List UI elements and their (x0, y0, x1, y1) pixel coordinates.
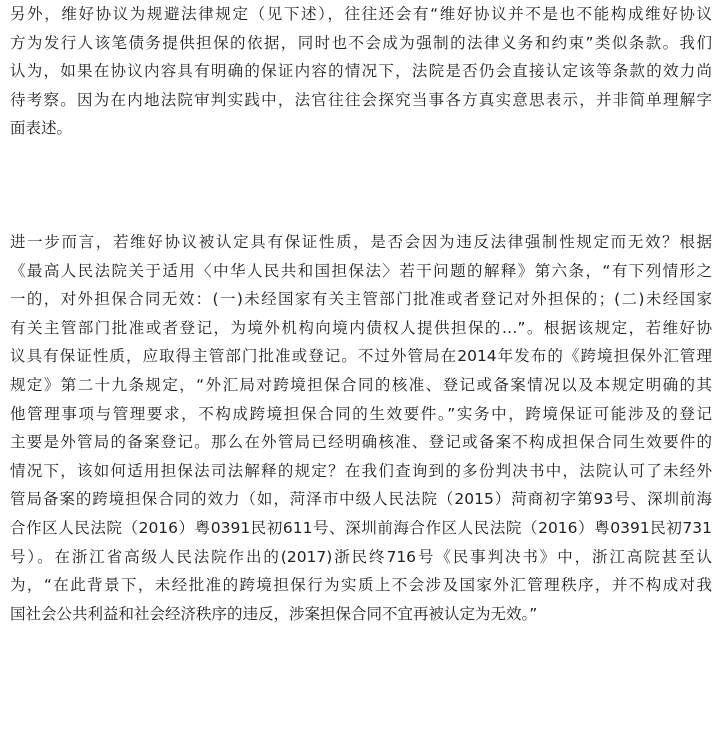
text-line: 合作区人民法院（2016）粤0391民初611号、深圳前海合作区人民法院（2016）粤0391民初731 (10, 518, 712, 537)
text-line: 一的，对外担保合同无效：(一)未经国家有关主管部门批准或者登记对外担保的；(二)未经国家 (10, 290, 712, 309)
text-line: 有关主管部门批准或者登记，为境外机构向境内债权人提供担保的…”。根据该规定，若维好协 (10, 318, 712, 337)
text-line: 议具有保证性质，应取得主管部门批准或登记。不过外管局在2014年发布的《跨境担保外汇管理 (10, 347, 712, 366)
text-line: 《最高人民法院关于适用〈中华人民共和国担保法〉若干问题的解释》第六条，“有下列情形之 (10, 261, 712, 280)
text-line: 另外，维好协议为规避法律规定（见下述），往往还会有“维好协议并不是也不能构成维好协议 (10, 5, 712, 23)
text-line: 管局备案的跨境担保合同的效力（如，菏泽市中级人民法院（2015）菏商初字第93号、深圳前海 (10, 490, 712, 509)
paragraph-maintenance-agreement-clause (10, 0, 712, 143)
text-line: 主要是外管局的备案登记。那么在外管局已经明确核准、登记或备案不构成担保合同生效要件的 (10, 433, 712, 452)
text-line: 情况下，该如何适用担保法司法解释的规定？在我们查询到的多份判决书中，法院认可了未经外 (10, 461, 712, 480)
text-line: 认为，如果在协议内容具有明确的保证内容的情况下，法院是否仍会直接认定该等条款的效力尚 (10, 62, 712, 81)
paragraph-guarantee-validity (10, 228, 712, 628)
text-line: 他管理事项与管理要求，不构成跨境担保合同的生效要件。”实务中，跨境保证可能涉及的登记 (10, 404, 712, 423)
text-line: 面表述。 (10, 119, 73, 138)
text-line: 号）。在浙江省高级人民法院作出的(2017)浙民终716号《民事判决书》中，浙江高院甚至认 (10, 547, 712, 566)
text-line: 待考察。因为在内地法院审判实践中，法官往往会探究当事各方真实意思表示，并非简单理解字 (10, 90, 712, 109)
text-line: 国社会公共利益和社会经济秩序的违反，涉案担保合同不宜再被认定为无效。” (10, 604, 538, 623)
text-line: 进一步而言，若维好协议被认定具有保证性质，是否会因为违反法律强制性规定而无效？根据 (10, 233, 712, 251)
text-line: 方为发行人该笔债务提供担保的依据，同时也不会成为强制的法律义务和约束”类似条款。我们 (10, 33, 712, 52)
text-line: 规定》第二十九条规定，“外汇局对跨境担保合同的核准、登记或备案情况以及本规定明确的其 (10, 375, 712, 394)
text-line: 为，“在此背景下，未经批准的跨境担保行为实质上不会涉及国家外汇管理秩序，并不构成对我 (10, 576, 712, 595)
